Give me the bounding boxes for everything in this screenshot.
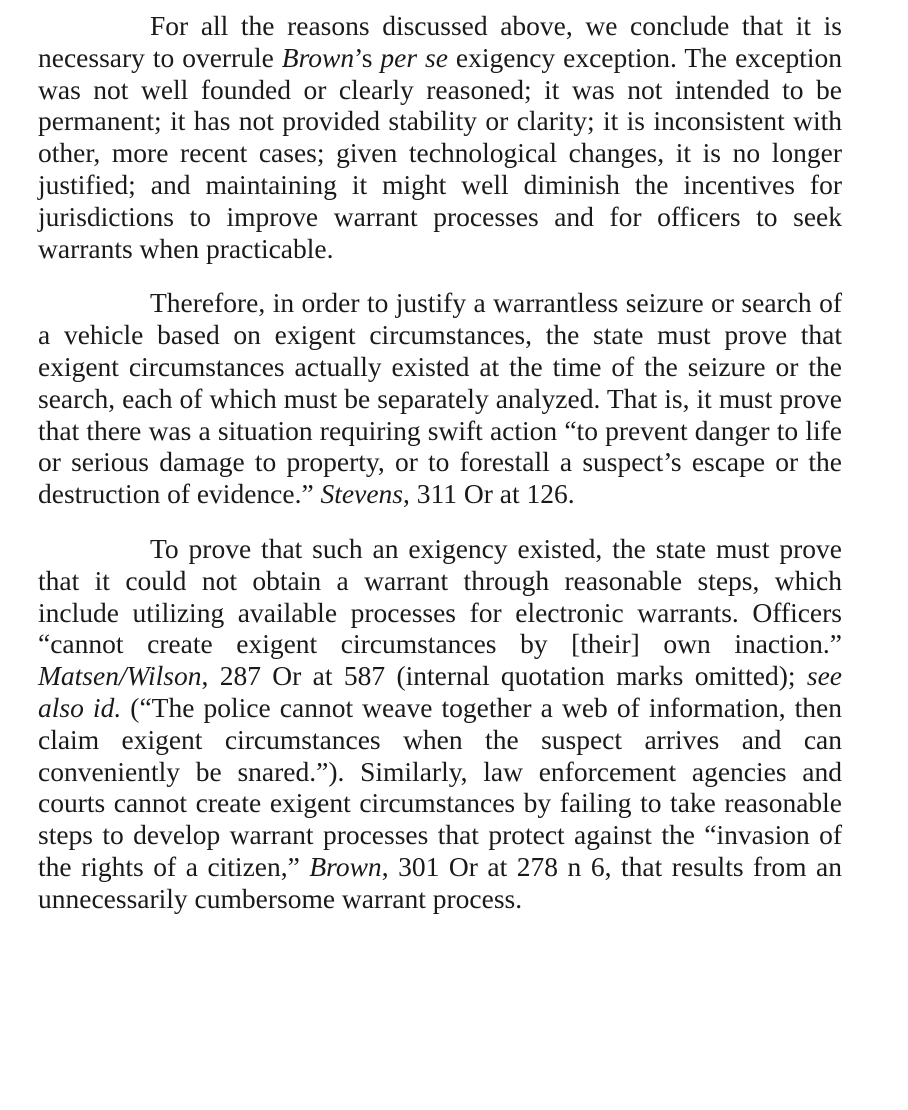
latin-term-per-se: per se (380, 41, 448, 73)
text-run: Therefore, in order to justify a warrantless seizure or search of a vehicle based on exigent circumstances, the state must prove that exigent circumstances actually existed at the time of the seizure or the search, each of which must be separately analyzed. That is, it must prove that there was a situation requiring swift action “to prevent danger to life or serious damage to property, or to forestall a suspect’s escape or the destruction of evidence.” (38, 287, 842, 510)
case-name-brown: Brown (309, 850, 382, 882)
text-run: For all the reasons discussed above, we conclude that it is necessary to overrule (38, 10, 842, 73)
case-name-matsen-wilson: Matsen/Wilson (38, 660, 202, 692)
paragraph-prove-exigency (38, 533, 842, 915)
text-run: exigency exception. The exception was not well founded or clearly reasoned; it was not intended to be permanent; it has not provided stability or clarity; it is inconsistent with other, more recent cases; given technological changes, it is no longer justified; and maintaining it might well diminish the incentives for jurisdictions to improve warrant processes and for officers to seek warrants when practicable. (38, 41, 842, 264)
text-run: , 311 Or at 126. (403, 478, 575, 510)
text-run: (“The police cannot weave together a web of information, then claim exigent circumstances when the suspect arrives and can conveniently be snared.”). Similarly, law enforcement agencies and courts cannot create exigent circumstances by failing to take reasonable steps to develop warrant processes that protect against the “invasion of the rights of a citizen,” (38, 691, 843, 882)
case-name-stevens: Stevens (320, 478, 403, 510)
paragraph-overrule-conclusion (38, 10, 842, 264)
case-name-brown: Brown (281, 41, 355, 73)
paragraph-state-burden (38, 287, 842, 510)
text-run: , 287 Or at 587 (internal quotation marks omitted); (201, 660, 807, 692)
text-run: To prove that such an exigency existed, the state must prove that it could not obtain a warrant through reasonable steps, which include utilizing available processes for electronic warrants. Officers “cannot create exigent circumstances by [their] own inaction.” (38, 532, 842, 660)
citation-see-also-id: see also id. (38, 660, 842, 723)
text-run: ’s (354, 41, 381, 73)
text-run: , 301 Or at 278 n 6, that results from an unnecessarily cumbersome warrant process. (38, 850, 842, 914)
